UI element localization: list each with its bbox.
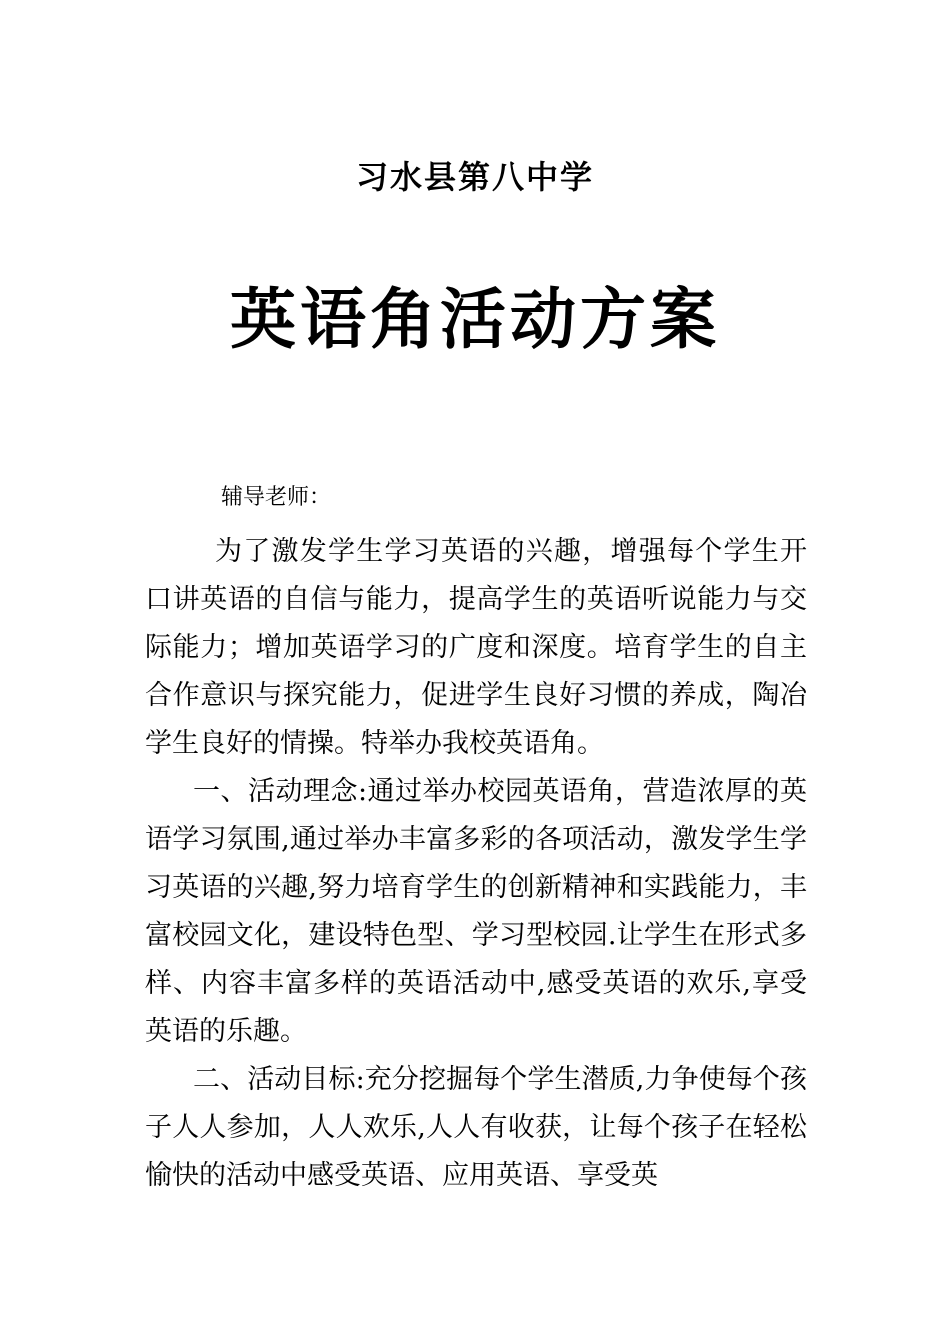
section-2-paragraph: 二、活动目标:充分挖掘每个学生潜质,力争使每个孩子人人参加，人人欢乐,人人有收获，让每个孩子在轻松愉快的活动中感受英语、应用英语、享受英 bbox=[145, 1064, 807, 1191]
section-1-paragraph: 一、活动理念:通过举办校园英语角，营造浓厚的英语学习氛围,通过举办丰富多彩的各项活动，激发学生学习英语的兴趣,努力培育学生的创新精神和实践能力，丰富校园文化，建设特色型、学习型校园.让学生在形式多样、内容丰富多样的英语活动中,感受英语的欢乐,享受英语的乐趣。 bbox=[145, 776, 807, 1047]
school-name: 习水县第八中学 bbox=[355, 158, 594, 196]
document-body bbox=[145, 478, 807, 1200]
intro-paragraph: 为了激发学生学习英语的兴趣，增强每个学生开口讲英语的自信与能力，提高学生的英语听说能力与交际能力；增加英语学习的广度和深度。培育学生的自主合作意识与探究能力，促进学生良好习惯的养成，陶冶学生良好的情操。特举办我校英语角。 bbox=[145, 536, 807, 759]
document-title: 英语角活动方案 bbox=[230, 281, 720, 358]
teacher-label: 辅导老师： bbox=[221, 485, 332, 510]
